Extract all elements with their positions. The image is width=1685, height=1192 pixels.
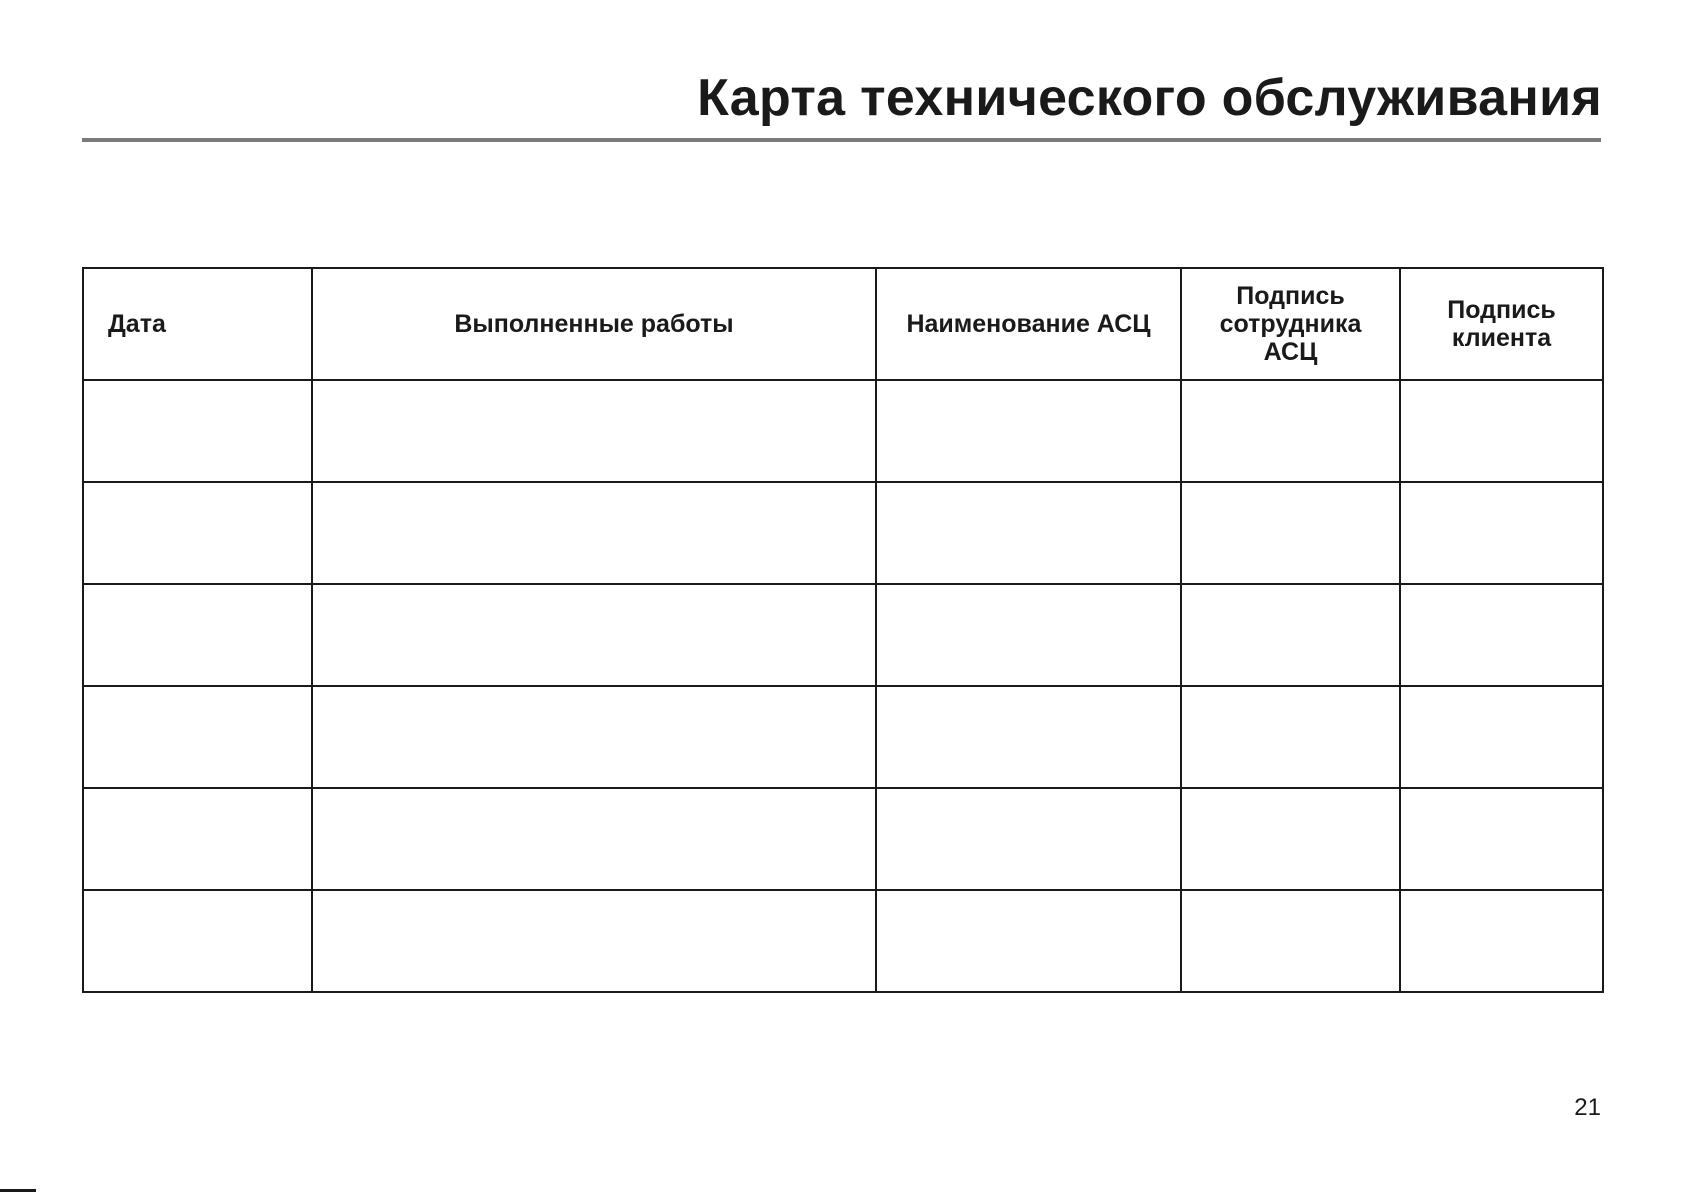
cell-employee-signature xyxy=(1181,788,1400,890)
cell-employee-signature xyxy=(1181,482,1400,584)
page-title: Карта технического обслуживания xyxy=(697,69,1602,127)
cell-date xyxy=(83,584,312,686)
cell-completed-works xyxy=(312,482,876,584)
cell-completed-works xyxy=(312,686,876,788)
cell-client-signature xyxy=(1400,788,1603,890)
cell-client-signature xyxy=(1400,482,1603,584)
table-row xyxy=(83,890,1603,992)
cell-completed-works xyxy=(312,788,876,890)
cell-service-center-name xyxy=(876,482,1181,584)
header-service-center-name xyxy=(876,268,1181,380)
header-employee-signature-line3: АСЦ xyxy=(1263,338,1318,366)
cell-employee-signature xyxy=(1181,890,1400,992)
cell-employee-signature xyxy=(1181,380,1400,482)
cell-completed-works xyxy=(312,584,876,686)
cell-service-center-name xyxy=(876,380,1181,482)
table-row xyxy=(83,686,1603,788)
table-row xyxy=(83,380,1603,482)
header-client-signature-line2: клиента xyxy=(1451,324,1552,352)
cell-employee-signature xyxy=(1181,686,1400,788)
cell-completed-works xyxy=(312,890,876,992)
header-employee-signature xyxy=(1181,268,1400,380)
header-completed-works xyxy=(312,268,876,380)
header-client-signature xyxy=(1400,268,1603,380)
table-header-row xyxy=(83,268,1603,380)
header-employee-signature-line2: сотрудника xyxy=(1219,310,1362,338)
header-employee-signature-line1: Подпись xyxy=(1236,282,1345,310)
title-divider xyxy=(82,138,1601,142)
cell-service-center-name xyxy=(876,584,1181,686)
header-date-label: Дата xyxy=(108,310,166,338)
cell-date xyxy=(83,482,312,584)
page-number: 21 xyxy=(1574,1094,1601,1121)
header-completed-works-label: Выполненные работы xyxy=(454,310,734,338)
table-row xyxy=(83,788,1603,890)
cell-date xyxy=(83,788,312,890)
cell-service-center-name xyxy=(876,788,1181,890)
maintenance-table xyxy=(82,267,1604,993)
cell-service-center-name xyxy=(876,890,1181,992)
header-client-signature-line1: Подпись xyxy=(1447,296,1556,324)
cell-service-center-name xyxy=(876,686,1181,788)
cell-employee-signature xyxy=(1181,584,1400,686)
header-date xyxy=(83,268,312,380)
cell-date xyxy=(83,380,312,482)
cell-completed-works xyxy=(312,380,876,482)
cell-client-signature xyxy=(1400,584,1603,686)
table-row xyxy=(83,482,1603,584)
cell-date xyxy=(83,686,312,788)
header-service-center-name-label: Наименование АСЦ xyxy=(906,310,1151,338)
cell-date xyxy=(83,890,312,992)
table-row xyxy=(83,584,1603,686)
cell-client-signature xyxy=(1400,686,1603,788)
cell-client-signature xyxy=(1400,380,1603,482)
cell-client-signature xyxy=(1400,890,1603,992)
